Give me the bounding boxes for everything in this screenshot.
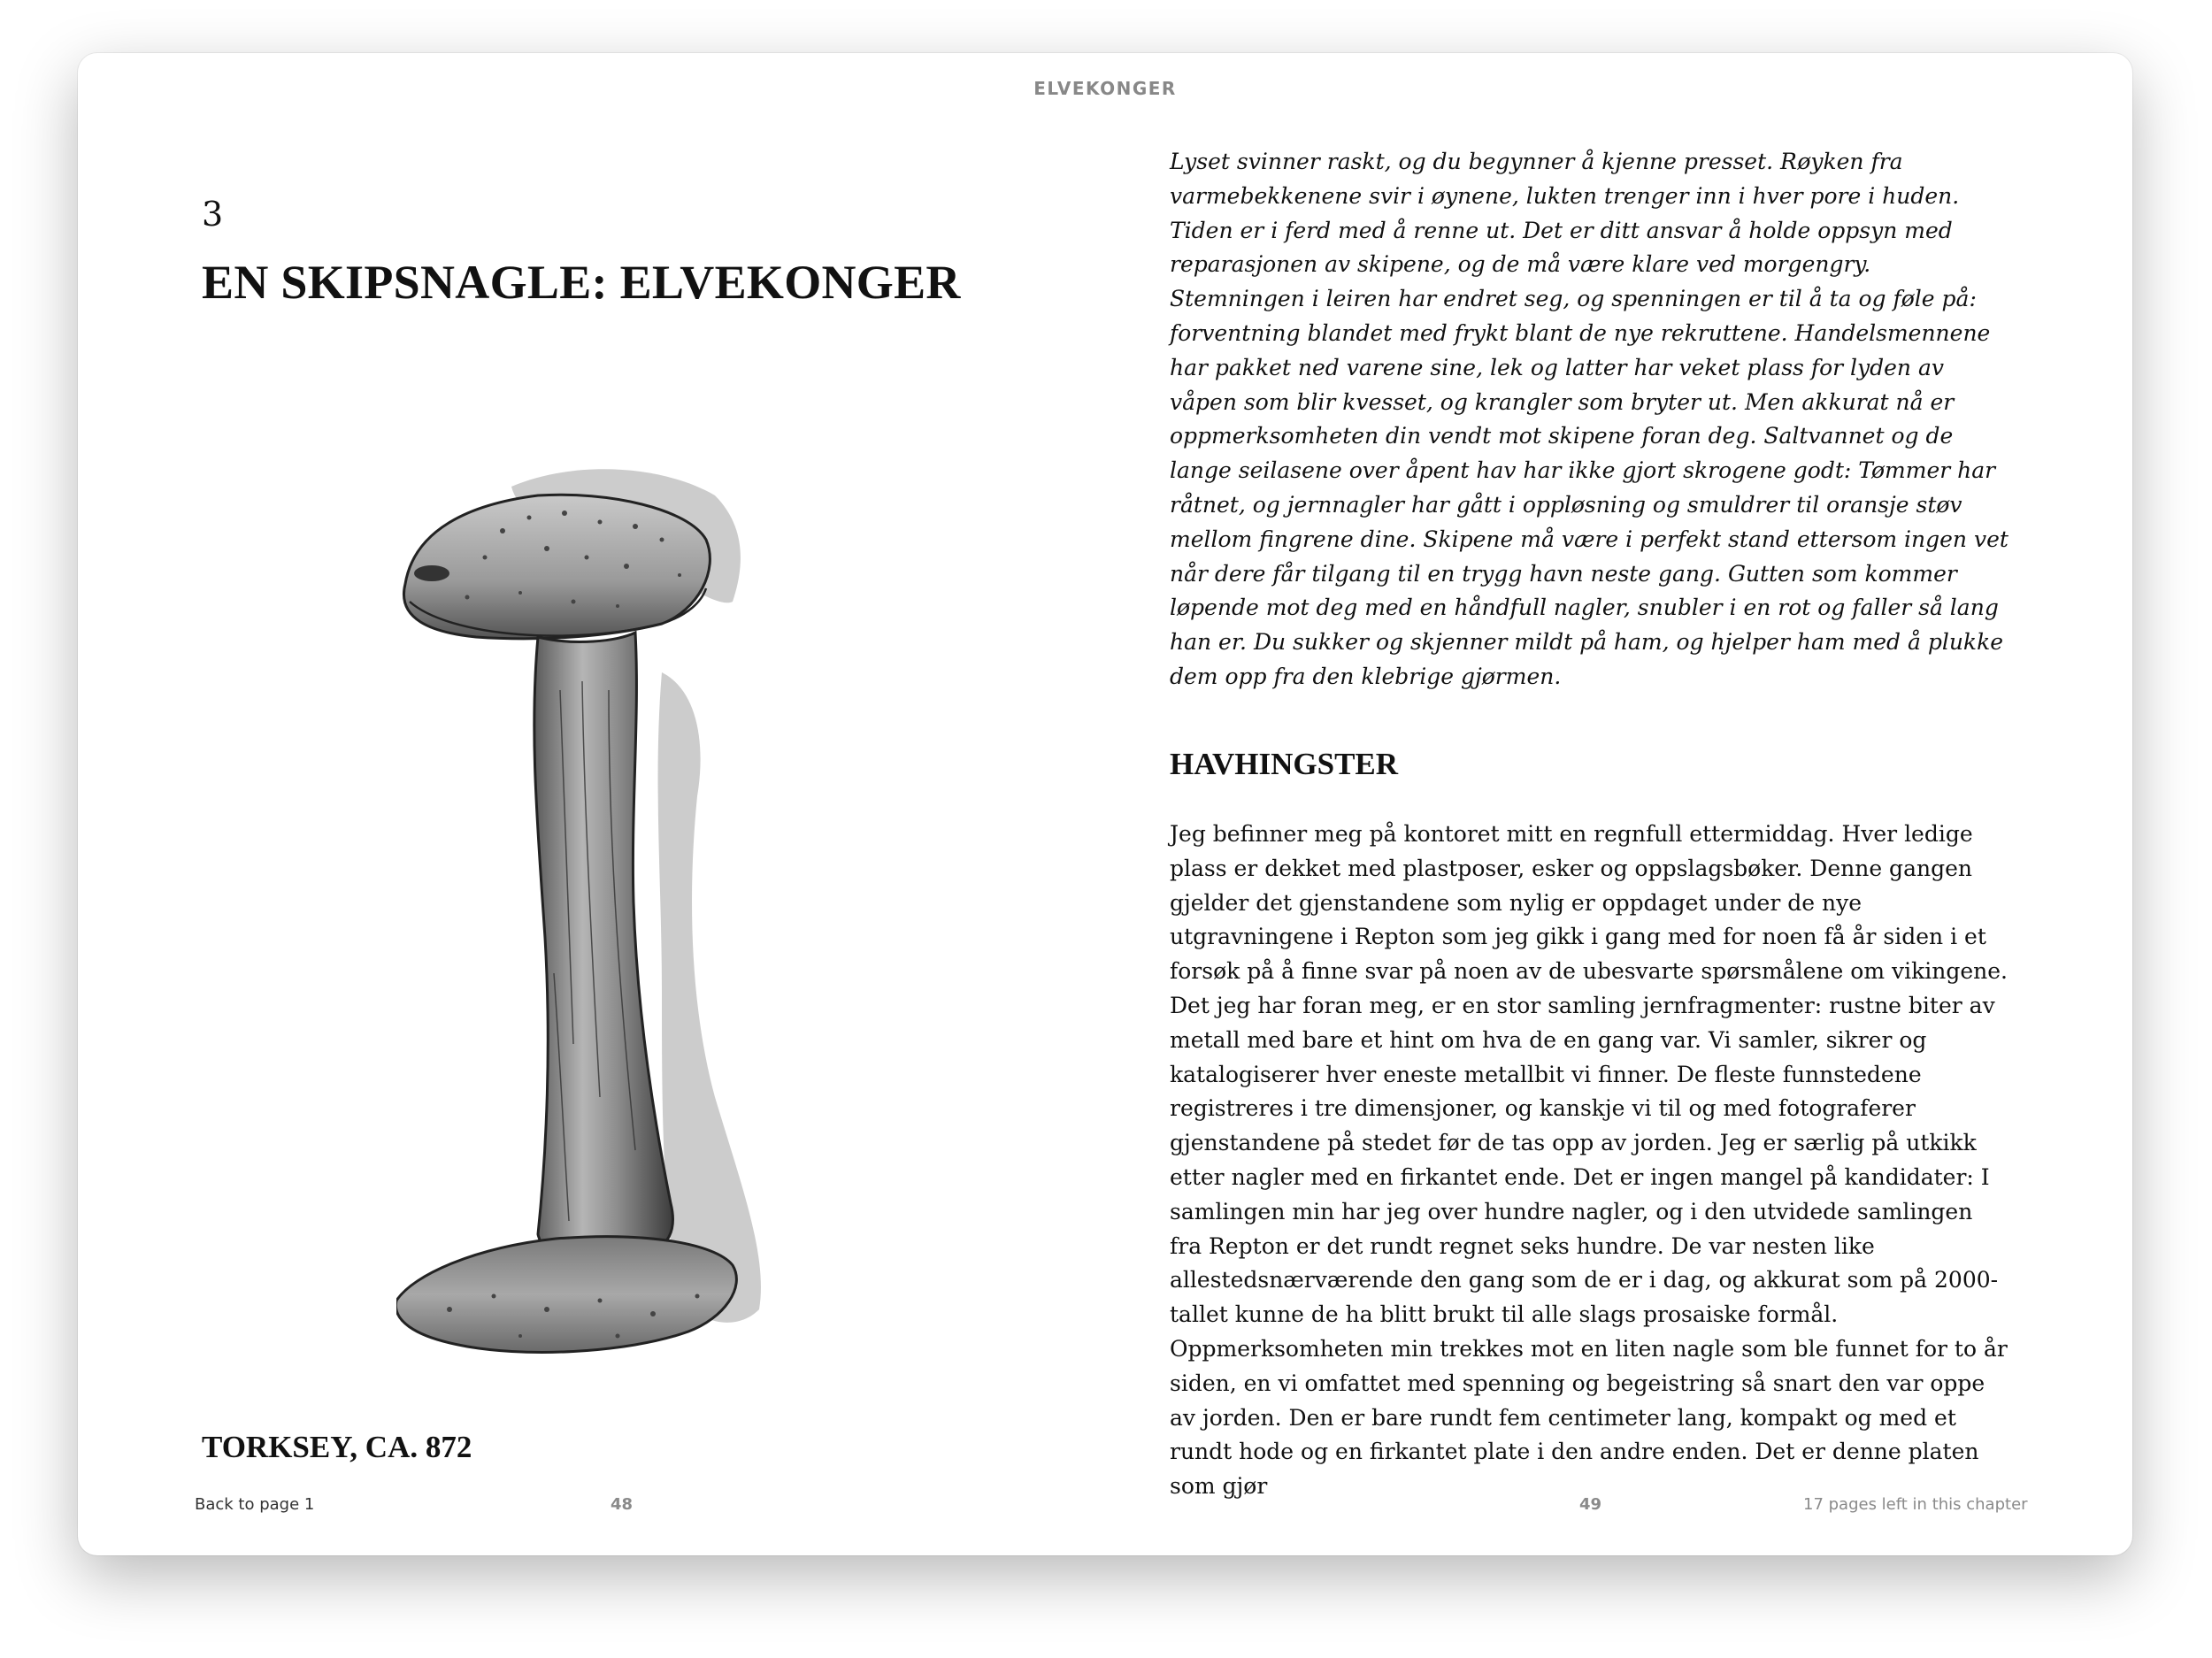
chapter-number: 3 — [202, 195, 224, 234]
chapter-title: EN SKIPSNAGLE: ELVEKONGER — [202, 256, 961, 309]
body-paragraph: Jeg befinner meg på kontoret mitt en regnfull ettermiddag. Hver ledige plass er dekket med plastposer, esker og oppslagsbøker. Denne gangen gjelder det gjenstandene som nylig er oppdaget under de nye utgravningene i Repton som jeg gikk i gang med for noen få år siden i et forsøk på å finne svar på noen av de ubesvarte spørsmålene om vikingene. Det jeg har foran meg, er en stor samling jernfragmenter: rustne biter av metall med bare et hint om hva de en gang var. Vi samler, sikrer og katalogiserer hver eneste metallbit vi finner. De fleste funnstedene registreres i tre dimensjoner, og kanskje vi til og med fotograferer gjenstandene på stedet før de tas opp av jorden. Jeg er særlig på utkikk etter nagler med en firkantet ende. Det er ingen mangel på kandidater: I samlingen min har jeg over hundre nagler, og i den utvidede samlingen fra Repton er det rundt regnet seks hundre. De var nesten like allestedsnærværende den gang som de er i dag, og akkurat som på 2000-tallet kunne de ha blitt brukt til alle slags prosaiske formål. Oppmerksomheten min trekkes mot en liten nagle som ble funnet for to år siden, en vi omfattet med spenning og begeistring så snart den var oppe av jorden. Den er bare rundt fem centimeter lang, kompakt og med et rundt hode og en firkantet plate i den andre enden. Det er denne platen som gjør — [1170, 821, 2008, 1500]
chapter-location: TORKSEY, CA. 872 — [202, 1430, 472, 1464]
intro-paragraph: Lyset svinner raskt, og du begynner å kjenne presset. Røyken fra varmebekkenene svir i øynene, lukten trenger inn i hver pore i huden. Tiden er i ferd med å renne ut. Det er ditt ansvar å holde oppsyn med reparasjonen av skipene, og de må være klare ved morgengry. Stemningen i leiren har endret seg, og spenningen er til å ta og føle på: forventning blandet med frykt blant de nye rekruttene. Handelsmennene har pakket ned varene sine, lek og latter har veket plass for lyden av våpen som blir kvesset, og krangler som bryter ut. Men akkurat nå er oppmerksomheten din vendt mot skipene foran deg. Saltvannet og de lange seilasene over åpent hav har ikke gjort skrogene godt: Tømmer har råtnet, og jernnagler har gått i oppløsning og smuldrer til oransje støv mellom fingrene dine. Skipene må være i perfekt stand ettersom ingen vet når dere får tilgang til en trygg havn neste gang. Gutten som kommer løpende mot deg med en håndfull nagler, snubler i en rot og faller så lang han er. Du sukker og skjenner mildt på ham, og hjelper ham med å plukke dem opp fra den klebrige gjørmen. — [1170, 149, 2008, 689]
rivet-plate — [396, 1237, 736, 1353]
rivet-head-hole — [414, 565, 449, 581]
section-heading: HAVHINGSTER — [1170, 747, 1399, 781]
reader-window — [78, 53, 2132, 1555]
right-page-number: 49 — [1579, 1495, 1602, 1514]
pages-left-indicator: 17 pages left in this chapter — [1803, 1495, 2028, 1514]
book-title: ELVEKONGER — [1033, 78, 1177, 99]
ship-rivet-illustration — [396, 425, 927, 1389]
rivet-head — [403, 495, 710, 639]
rivet-shank — [534, 633, 673, 1262]
left-page-number: 48 — [611, 1495, 634, 1514]
back-to-page-link[interactable]: Back to page 1 — [195, 1495, 315, 1514]
